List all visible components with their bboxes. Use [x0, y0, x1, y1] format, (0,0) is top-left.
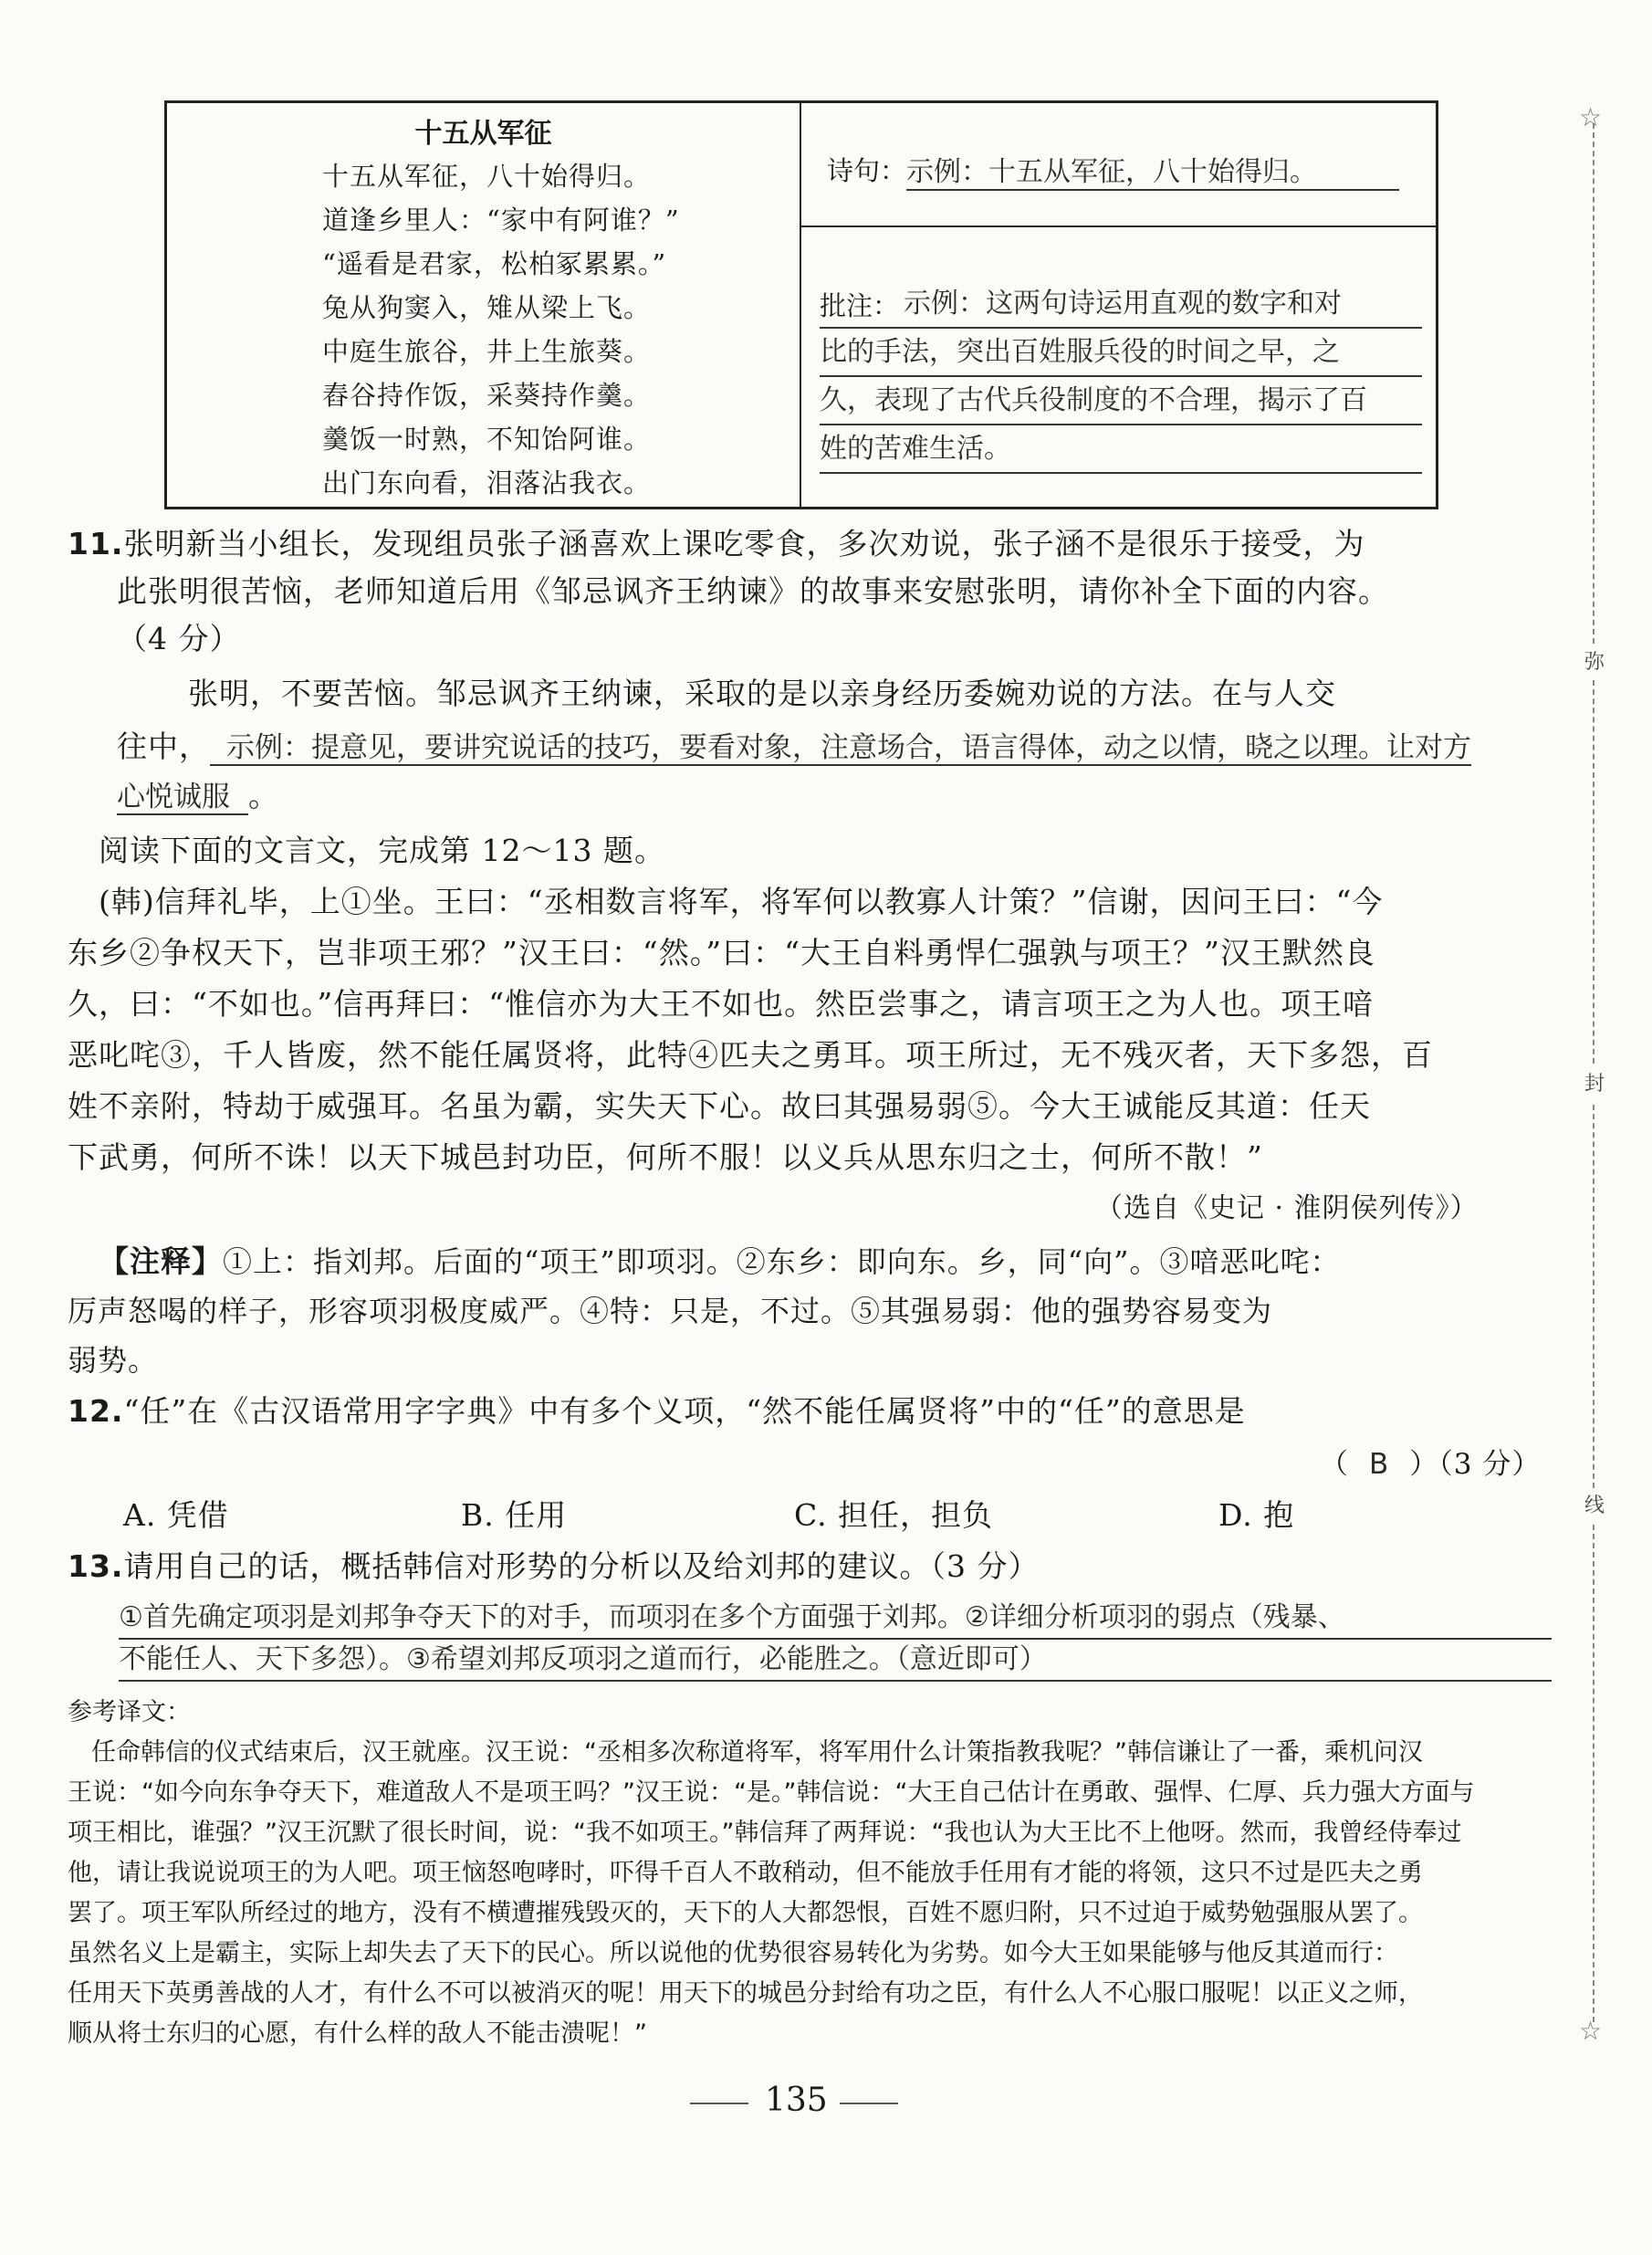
q12-option-c: C. 担任，担负 — [794, 1497, 994, 1533]
page-number: 135 — [765, 2082, 828, 2119]
notes-line1 — [99, 1238, 1340, 1285]
q12-answer-open: （ — [1320, 1448, 1349, 1481]
q13-line — [68, 1543, 1039, 1590]
q11-answer-1: 示例：提意见，要讲究说话的技巧，要看对象，注意场合，语言得体，动之以情，晓之以理。让对方 — [210, 731, 1471, 766]
binding-line-top — [1593, 123, 1594, 644]
q12-option-d: D. 抱 — [1218, 1497, 1295, 1533]
q12-text: “任”在《古汉语常用字字典》中有多个义项，“然不能任属贤将”中的“任”的意思是 — [123, 1393, 1246, 1429]
q12-answer-choice: B — [1369, 1448, 1390, 1481]
poem-column — [167, 103, 801, 507]
notes-line: 弱势。 — [68, 1343, 159, 1378]
q12-option-a: A. 凭借 — [123, 1497, 229, 1533]
pizhu-line: 示例：这两句诗运用直观的数字和对 — [820, 280, 1422, 329]
poem-line: 出门东向看，泪落沾我衣。 — [322, 467, 652, 498]
reading-line: 东乡②争权天下，岂非项王邪？”汉王曰：“然。”曰：“大王自料勇悍仁强孰与项王？”汉王默然良 — [68, 935, 1375, 970]
q11-answer-2: 心悦诚服 — [117, 781, 248, 815]
translation-line: 虽然名义上是霸主，实际上却失去了天下的民心。所以说他的优势很容易转化为劣势。如今大王如果能够与他反其道而行： — [68, 1939, 1398, 1967]
q12-line — [68, 1388, 1246, 1435]
pizhu-answer — [820, 280, 1422, 474]
poem-lines — [322, 154, 680, 505]
q11-score: （4 分） — [117, 621, 241, 656]
translation-line: 任用天下英勇善战的人才，有什么不可以被消灭的呢！用天下的城邑分封给有功之臣，有什么人不心服口服呢！以正义之师， — [68, 1979, 1423, 2008]
shiju-cell — [801, 103, 1436, 227]
translation-line: 顺从将士东归的心愿，有什么样的敌人不能击溃呢！” — [68, 2019, 647, 2048]
q13-text: 请用自己的话，概括韩信对形势的分析以及给刘邦的建议。（3 分） — [123, 1548, 1040, 1584]
poem-line: 舂谷持作饭，采葵持作羹。 — [322, 380, 652, 411]
pizhu-line: 比的手法，突出百姓服兵役的时间之早，之 — [820, 329, 1422, 377]
reading-line: (韩)信拜礼毕，上①坐。王曰：“丞相数言将军，将军何以教寡人计策？”信谢，因问王曰：“今 — [99, 884, 1384, 919]
notes-line: 厉声怒喝的样子，形容项羽极度威严。④特：只是，不过。⑤其强易弱：他的强势容易变为 — [68, 1294, 1273, 1328]
poem-line: 羹饭一时熟，不知饴阿谁。 — [322, 424, 652, 455]
reading-line: 下武勇，何所不诛！以天下城邑封功臣，何所不服！以义兵从思东归之士，何所不散！” — [68, 1139, 1263, 1175]
binding-line-mid — [1593, 680, 1594, 1064]
q11-body-3 — [117, 772, 279, 821]
q11-body-1: 张明，不要苦恼。邹忌讽齐王纳谏，采取的是以亲身经历委婉劝说的方法。在与人交 — [188, 676, 1336, 711]
shiju-answer: 示例：十五从军征，八十始得归。 — [906, 149, 1399, 191]
shiju-label: 诗句： — [827, 155, 907, 186]
q11-body-2 — [117, 723, 1471, 771]
poem-table — [164, 100, 1438, 509]
margin-mark-xian: 线 — [1584, 1495, 1605, 1517]
q12-answer-close: ）（3 分） — [1409, 1448, 1542, 1481]
notes-label: 【注释】 — [99, 1243, 223, 1279]
pizhu-line: 姓的苦难生活。 — [820, 425, 1422, 474]
star-icon-bottom: ☆ — [1579, 2016, 1603, 2046]
poem-line: 十五从军征，八十始得归。 — [322, 161, 652, 192]
q12-option-b: B. 任用 — [461, 1497, 568, 1533]
q11-number: 11. — [68, 526, 124, 561]
notes-text: ①上：指刘邦。后面的“项王”即项羽。②东乡：即向东。乡，同“向”。③喑恶叱咤： — [223, 1244, 1341, 1279]
translation-line: 他，请让我说说项王的为人吧。项王恼怒咆哮时，吓得千百人不敢稍动，但不能放手任用有才能的将领，这只不过是匹夫之勇 — [68, 1859, 1423, 1887]
poem-line: 中庭生旅谷，井上生旅葵。 — [322, 336, 652, 367]
q13-answer-2: 不能任人、天下多怨）。③希望刘邦反项羽之道而行，必能胜之。（意近即可） — [119, 1640, 1552, 1682]
q11-text-1: 张明新当小组长，发现组员张子涵喜欢上课吃零食，多次劝说，张子涵不是很乐于接受，为 — [123, 526, 1365, 561]
q11-text-2: 此张明很苦恼，老师知道后用《邹忌讽齐王纳谏》的故事来安慰张明，请你补全下面的内容。 — [117, 573, 1389, 609]
translation-line: 王说：“如今向东争夺天下，难道敌人不是项王吗？”汉王说：“是。”韩信说：“大王自己估计在勇敢、强悍、仁厚、兵力强大方面与 — [68, 1778, 1475, 1807]
q11-line1 — [68, 520, 1364, 568]
translation-line: 项王相比，谁强？”汉王沉默了很长时间，说：“我不如项王。”韩信拜了两拜说：“我也认为大王比不上他呀。然而，我曾经侍奉过 — [68, 1819, 1462, 1847]
reading-line: 姓不亲附，特劫于威强耳。名虽为霸，实失天下心。故曰其强易弱⑤。今大王诚能反其道：任天 — [68, 1088, 1371, 1124]
page-number-dash-left — [690, 2103, 748, 2104]
q13-answer-1: ①首先确定项羽是刘邦争夺天下的对手，而项羽在多个方面强于刘邦。②详细分析项羽的弱点（残暴、 — [119, 1598, 1552, 1640]
q12-number: 12. — [68, 1393, 124, 1429]
pizhu-line: 久，表现了古代兵役制度的不合理，揭示了百 — [820, 377, 1422, 425]
reading-line: 久，曰：“不如也。”信再拜曰：“惟信亦为大王不如也。然臣尝事之，请言项王之为人也。项王喑 — [68, 986, 1375, 1022]
translation-label: 参考译文： — [68, 1698, 191, 1726]
poem-line: “遥看是君家，松柏冢累累。” — [322, 248, 667, 279]
binding-line-bottom — [1593, 1525, 1594, 2022]
poem-line: 道逢乡里人：“家中有阿谁？” — [322, 205, 680, 236]
q13-number: 13. — [68, 1548, 124, 1584]
star-icon-top: ☆ — [1579, 102, 1603, 132]
reading-source: （选自《史记 · 淮阴侯列传》） — [1095, 1192, 1479, 1224]
translation-line: 罢了。项王军队所经过的地方，没有不横遭摧残毁灭的，天下的人大都怨恨，百姓不愿归附，只不过迫于威势勉强服从罢了。 — [68, 1899, 1423, 1927]
poem-title: 十五从军征 — [414, 118, 552, 150]
margin-mark-mi: 弥 — [1584, 651, 1605, 674]
pizhu-label: 批注： — [820, 290, 900, 321]
q11-body-prefix: 往中， — [117, 729, 210, 764]
reading-intro: 阅读下面的文言文，完成第 12～13 题。 — [99, 833, 665, 868]
binding-line-low — [1593, 1105, 1594, 1488]
margin-mark-feng: 封 — [1584, 1073, 1605, 1096]
page-number-dash-right — [840, 2103, 898, 2104]
q11-body-end: 。 — [248, 778, 279, 813]
reading-line: 恶叱咤③，千人皆废，然不能任属贤将，此特④匹夫之勇耳。项王所过，无不残灭者，天下多怨，百 — [68, 1037, 1433, 1073]
poem-line: 兔从狗窦入，雉从梁上飞。 — [322, 292, 652, 323]
q12-answer — [1320, 1441, 1541, 1488]
translation-line: 任命韩信的仪式结束后，汉王就座。汉王说：“丞相多次称道将军，将军用什么计策指教我呢？”韩信谦让了一番，乘机问汉 — [91, 1738, 1423, 1767]
pizhu-cell — [801, 226, 1436, 507]
